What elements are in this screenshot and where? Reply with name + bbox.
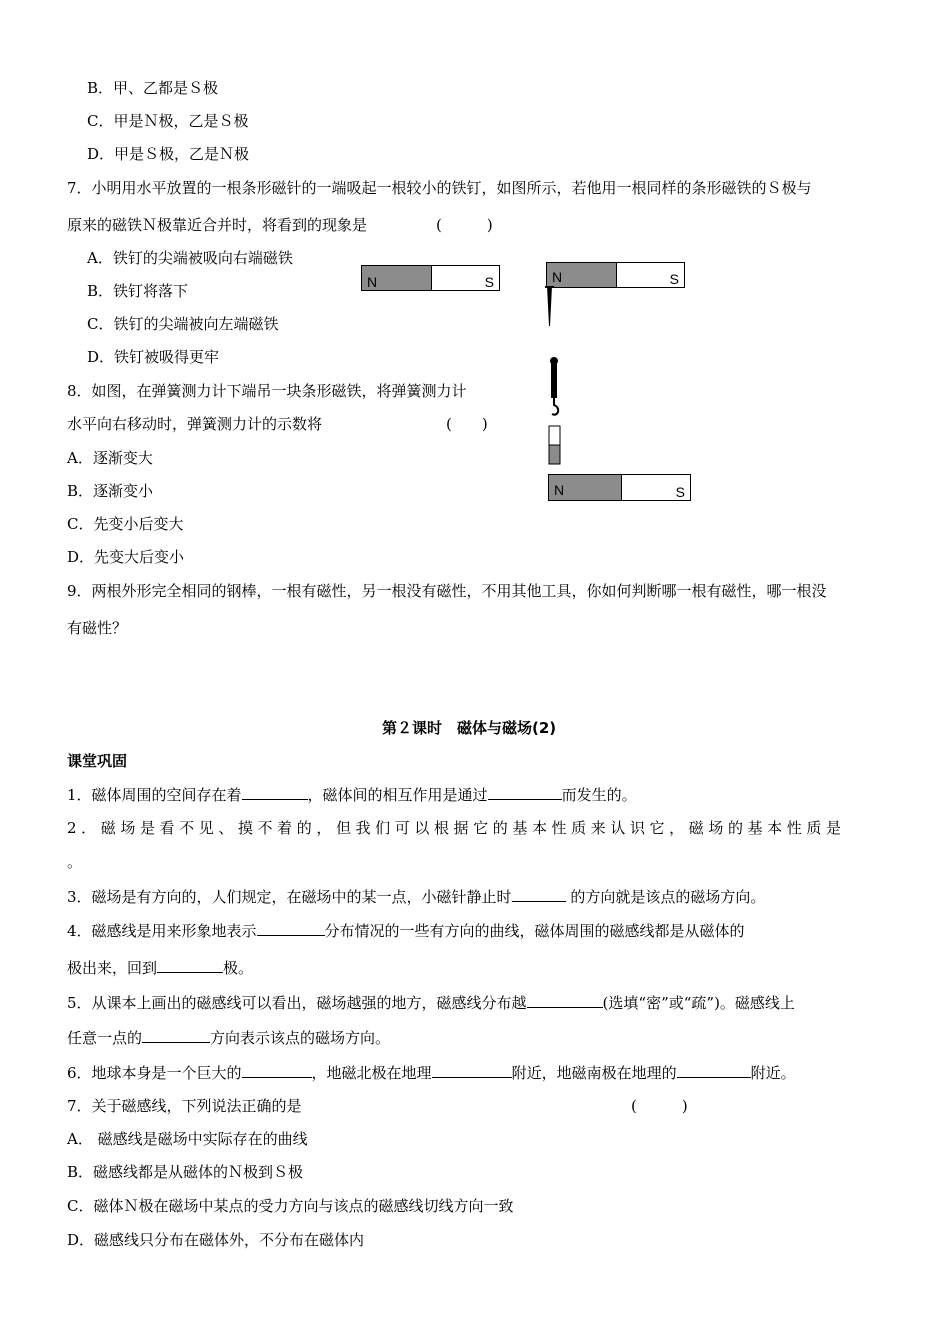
s2-line1: 2．磁场是看不见、摸不着的，但我们可以根据它的基本性质来认识它，磁场的基本性质是 [67, 819, 846, 837]
s4-text-c: 极出来，回到 [67, 959, 158, 977]
subsection-title: 课堂巩固 [67, 752, 128, 770]
q9-stem-line2: 有磁性？ [67, 619, 128, 637]
s6-text-b: ，地磁北极在地理 [311, 1064, 432, 1082]
s6-text-c: 附近，地磁南极在地理的 [511, 1064, 677, 1082]
q6-option-b: B．甲、乙都是Ｓ极 [87, 79, 219, 97]
q7-answer-paren: ( ) [436, 216, 493, 234]
s5-line2 [67, 1027, 390, 1048]
s5-text-d: 方向表示该点的磁场方向。 [210, 1029, 391, 1047]
q7-stem-line2: 原来的磁铁Ｎ极靠近合并时，将看到的现象是 [67, 216, 368, 234]
s6-blank-1 [242, 1062, 312, 1078]
q8-stem-line2: 水平向右移动时，弹簧测力计的示数将 [67, 415, 323, 433]
s4-text-d: 极。 [223, 959, 254, 977]
s7-option-c: C．磁体Ｎ极在磁场中某点的受力方向与该点的磁感线切线方向一致 [67, 1197, 514, 1215]
magnet-s-label: S [484, 274, 494, 290]
s5-text-a: 5．从课本上画出的磁感线可以看出，磁场越强的地方，磁感线分布越 [67, 994, 527, 1012]
s3-text-b: 的方向就是该点的磁场方向。 [570, 888, 766, 906]
q8-stem-line1: 8．如图，在弹簧测力计下端吊一块条形磁铁，将弹簧测力计 [67, 382, 467, 400]
magnet-s-label: S [675, 484, 685, 500]
q8-option-c: C．先变小后变大 [67, 515, 184, 533]
q6-option-c: C．甲是Ｎ极，乙是Ｓ极 [87, 112, 249, 130]
s7-stem: 7．关于磁感线，下列说法正确的是 [67, 1097, 302, 1115]
s5-blank-2 [142, 1027, 210, 1043]
s6-text-d: 附近。 [750, 1064, 796, 1082]
s7-option-a: A． 磁感线是磁场中实际存在的曲线 [67, 1130, 308, 1148]
q7-option-c: C．铁钉的尖端被向左端磁铁 [87, 315, 279, 333]
s1-line [67, 784, 637, 805]
spring-scale-icon [540, 355, 570, 467]
magnet-n-label: N [367, 274, 378, 290]
magnet-s-label: S [669, 271, 679, 287]
s5-text-b: (选填“密”或“疏”)。磁感线上 [602, 994, 795, 1012]
q8-option-d: D．先变大后变小 [67, 548, 185, 566]
s4-text-a: 4．磁感线是用来形象地表示 [67, 922, 257, 940]
s4-blank-2 [157, 957, 223, 973]
q8-bottom-magnet [548, 474, 691, 501]
s1-text-c: 而发生的。 [561, 786, 637, 804]
s7-option-b: B．磁感线都是从磁体的Ｎ极到Ｓ极 [67, 1163, 304, 1181]
s7-option-d: D．磁感线只分布在磁体外，不分布在磁体内 [67, 1231, 365, 1249]
s1-blank-2 [488, 784, 562, 800]
q8-option-a: A．逐渐变大 [67, 449, 153, 467]
s4-line2 [67, 957, 253, 978]
s4-line1 [67, 920, 745, 941]
s7-answer-paren: ( ) [631, 1097, 688, 1115]
s5-blank-1 [527, 992, 603, 1008]
q7-left-magnet [361, 265, 500, 291]
s3-blank-1 [512, 886, 566, 902]
magnet-n-label: N [552, 269, 563, 285]
s6-blank-2 [432, 1062, 512, 1078]
q6-option-d: D．甲是Ｓ极，乙是Ｎ极 [87, 145, 250, 163]
s5-text-c: 任意一点的 [67, 1029, 143, 1047]
section-title: 第２课时 磁体与磁场(2) [382, 719, 557, 737]
s6-blank-3 [677, 1062, 751, 1078]
q7-stem-line1: 7．小明用水平放置的一根条形磁针的一端吸起一根较小的铁钉，如图所示，若他用一根同样的条形磁铁的Ｓ极与 [67, 179, 812, 197]
q9-stem-line1: 9．两根外形完全相同的钢棒，一根有磁性，另一根没有磁性，不用其他工具，你如何判断哪一根有磁性，哪一根没 [67, 582, 827, 600]
magnet-n-label: N [554, 482, 565, 498]
s1-text-b: ，磁体间的相互作用是通过 [307, 786, 488, 804]
s1-blank-1 [242, 784, 308, 800]
s3-text-a: 3．磁场是有方向的，人们规定，在磁场中的某一点，小磁针静止时 [67, 888, 512, 906]
s1-text-a: 1．磁体周围的空间存在着 [67, 786, 242, 804]
s6-text-a: 6．地球本身是一个巨大的 [67, 1064, 242, 1082]
q8-option-b: B．逐渐变小 [67, 482, 154, 500]
s2-line2: 。 [67, 853, 83, 871]
q7-option-d: D．铁钉被吸得更牢 [87, 348, 220, 366]
iron-nail-icon [540, 286, 560, 330]
s4-blank-1 [257, 920, 325, 936]
q7-option-a: A．铁钉的尖端被吸向右端磁铁 [87, 249, 293, 267]
q8-answer-paren: ( ) [446, 415, 488, 433]
q7-right-magnet [546, 262, 685, 288]
s5-line1 [67, 992, 795, 1013]
s4-text-b: 分布情况的一些有方向的曲线，磁体周围的磁感线都是从磁体的 [324, 922, 745, 940]
s3-line [67, 886, 765, 907]
s6-line [67, 1062, 796, 1083]
q7-option-b: B．铁钉将落下 [87, 282, 189, 300]
